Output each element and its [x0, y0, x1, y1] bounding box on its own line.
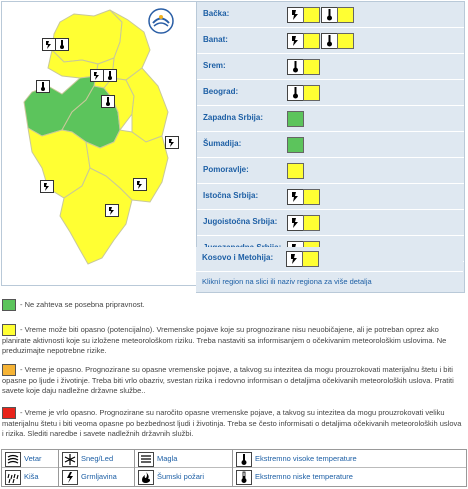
region-row-istocna-srbija[interactable]	[197, 184, 464, 210]
hint-text: Klikní region na slici ili naziv regiona za više detalja	[202, 277, 372, 286]
fog-icon	[138, 452, 154, 467]
region-label[interactable]: Srem:	[203, 61, 226, 70]
warning-level-box	[287, 163, 304, 179]
map-wind-icon	[90, 69, 104, 82]
wind-icon	[287, 33, 304, 49]
yellow-swatch	[2, 324, 16, 336]
region-row-zapadna-srbija[interactable]	[197, 106, 464, 132]
legend-red-text: - Vreme je vrlo opasno. Prognozirane su naročito opasne vremenske pojave, a takvog su intezitea da mogu prouzrokovati veliku materijalnu štetu i biti veoma opasne po bezbednost ljudi i životinja. Treba se često informisati o detaljima očekivanih meteoroloških uslova i rizika. Slediti naredbe i savete nadležnih državnih službi.	[2, 407, 462, 438]
wind-icon	[287, 215, 304, 231]
wind-icon	[287, 189, 304, 205]
map-thermometer-icon	[55, 38, 69, 51]
wind-icon	[286, 251, 303, 267]
warning-level-box	[287, 111, 304, 127]
region-label[interactable]: Istočna Srbija:	[203, 191, 259, 200]
warning-level-box	[303, 59, 320, 75]
warning-level-box	[337, 33, 354, 49]
wind-icon	[5, 452, 21, 467]
legend-item-wind: Vetar	[2, 450, 58, 467]
region-row-pomoravlje[interactable]	[197, 158, 464, 184]
legend-orange	[2, 364, 464, 395]
region-backa[interactable]	[52, 10, 122, 64]
warning-level-box	[303, 7, 320, 23]
thermometer-icon	[287, 59, 304, 75]
legend-orange-text: - Vreme je opasno. Prognozirane su opasne vremenske pojave, a takvog su intezitea da mogu prouzrokovati materijalnu štetu i biti opasne po ljude i životinje. Treba biti vrlo obazriv, svestan rizika i redovno informisan o detaljima očekivanih meteoroloških uslova. Pratiti savete koje daju nadležne državne službe..	[2, 364, 454, 395]
legend-item-forest-fire: Šumski požari	[135, 468, 232, 485]
warning-level-box	[337, 7, 354, 23]
region-label[interactable]: Bačka:	[203, 9, 230, 18]
thermometer-high-icon	[236, 452, 252, 467]
map-wind-icon	[133, 178, 147, 191]
green-swatch	[2, 299, 16, 311]
legend-yellow	[2, 324, 464, 355]
legend-red	[2, 407, 464, 438]
region-row-sumadija[interactable]	[197, 132, 464, 158]
map-thermometer-icon	[101, 95, 115, 108]
region-label[interactable]: Pomoravlje:	[203, 165, 249, 174]
region-label[interactable]: Zapadna Srbija:	[203, 113, 264, 122]
legend-item-thunderstorm: Grmljavina	[59, 468, 134, 485]
thermometer-low-icon	[236, 470, 252, 485]
map-wind-icon	[42, 38, 56, 51]
map-thermometer-icon	[36, 80, 50, 93]
region-row-kosovo[interactable]	[196, 247, 463, 271]
legend-item-low-temp: Ekstremno niske temperature	[233, 468, 466, 485]
region-row-beograd[interactable]	[197, 80, 464, 106]
warning-level-box	[303, 85, 320, 101]
region-row-backa[interactable]	[197, 2, 464, 28]
region-label[interactable]: Kosovo i Metohija:	[202, 253, 274, 262]
map-wind-icon	[165, 136, 179, 149]
legend-green	[2, 299, 464, 311]
region-row-srem[interactable]	[197, 54, 464, 80]
warning-level-box	[287, 137, 304, 153]
region-label[interactable]: Šumadija:	[203, 139, 242, 148]
rain-icon	[5, 470, 21, 485]
hint-row	[196, 271, 463, 292]
thermometer-icon	[321, 7, 338, 23]
legend-item-high-temp: Ekstremno visoke temperature	[233, 450, 466, 467]
region-row-jugoistocna-srbija[interactable]	[197, 210, 464, 236]
snow-ice-icon	[62, 452, 78, 467]
icon-legend-table	[1, 449, 467, 487]
thermometer-icon	[321, 33, 338, 49]
legend-item-snow-ice: Sneg/Led	[59, 450, 134, 467]
legend-item-fog: Magla	[135, 450, 232, 467]
warning-level-box	[303, 189, 320, 205]
rhmz-logo	[148, 8, 174, 34]
region-label[interactable]: Beograd:	[203, 87, 239, 96]
forest-fire-icon	[138, 470, 154, 485]
warning-map	[1, 1, 197, 286]
legend-green-text: - Ne zahteva se posebna pripravnost.	[20, 299, 145, 309]
map-thermometer-icon	[103, 69, 117, 82]
legend-yellow-text: - Vreme može biti opasno (potencijalno). Vremenske pojave koje su prognozirane nisu neuobičajene, ali je potreban oprez ako planirate aktivnosti koje su izložene meteorološkom riziku. Treba nastaviti sa informisanjem o očekivanim meteorološkim uslovima. Ne preduzimajte nepotrebne rizike.	[2, 324, 447, 355]
thermometer-icon	[287, 85, 304, 101]
region-label[interactable]: Banat:	[203, 35, 228, 44]
warning-level-box	[303, 215, 320, 231]
map-wind-icon	[105, 204, 119, 217]
wind-icon	[287, 7, 304, 23]
legend-item-rain: Kiša	[2, 468, 58, 485]
region-label[interactable]: Jugoistočna Srbija:	[203, 217, 278, 226]
orange-swatch	[2, 364, 16, 376]
thunderstorm-icon	[62, 470, 78, 485]
region-row-banat[interactable]	[197, 28, 464, 54]
map-wind-icon	[40, 180, 54, 193]
warning-level-box	[303, 33, 320, 49]
red-swatch	[2, 407, 16, 419]
warning-level-box	[302, 251, 319, 267]
